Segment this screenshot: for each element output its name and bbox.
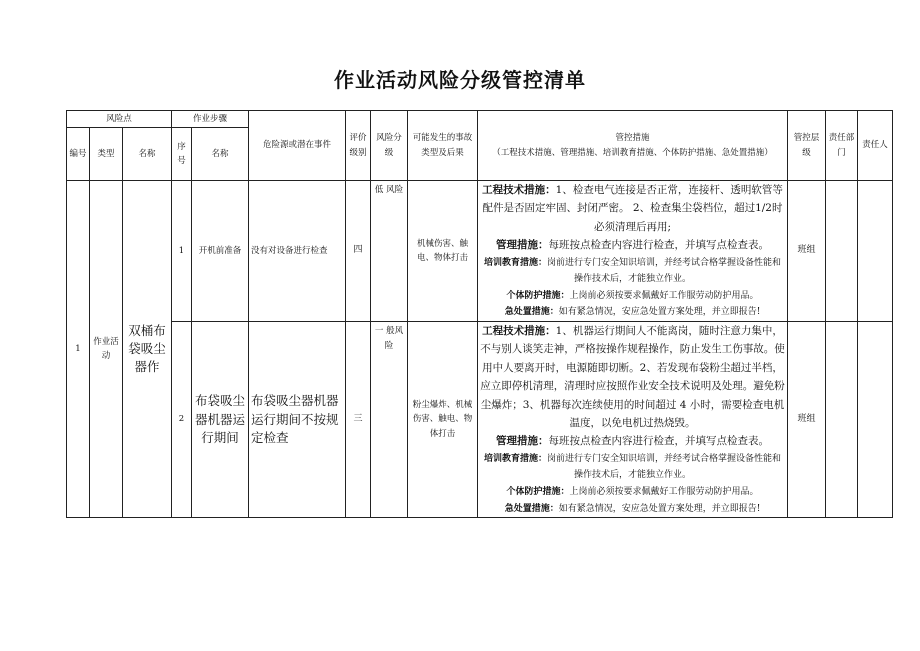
measure-engineering: 工程技术措施：1、机器运行期间人不能离岗，随时注意力集中，不与别人谈笑走神，严格按操作规程操作，防止发生工伤事故。使用中人要离开时，电源随即切断。2、若发现布袋粉尘超过半档，应立即停机清理，清理时应按照作业安全技术说明及处理。避免粉尘爆炸；3、机器每次连续使用的时间超过 4 小时，需要检查电机温度，以免电机过热烧毁。 xyxy=(480,325,785,429)
row-control-level: 班组 xyxy=(788,322,826,518)
header-accident-type: 可能发生的事故类型及后果 xyxy=(408,111,478,181)
measure-management: 管理措施：每班按点检查内容进行检查，并填写点检查表。 xyxy=(496,239,770,252)
row-step: 布袋吸尘器机器运行期间 xyxy=(192,322,249,518)
measure-management: 管理措施：每班按点检查内容进行检查，并填写点检查表。 xyxy=(496,435,770,448)
header-seq: 序号 xyxy=(172,128,192,181)
header-hazard: 危险源或潜在事件 xyxy=(249,111,346,181)
group-name: 双桶布袋吸尘器作 xyxy=(123,181,172,518)
row-risk-level: 一 般风险 xyxy=(371,322,408,518)
measure-training: 培训教育措施：岗前进行专门安全知识培训，并经考试合格掌握设备性能和操作技术后，才能独立作业。 xyxy=(484,453,782,481)
measure-emergency: 急处置措施：如有紧急情况，安应急处置方案处理，并立即报告! xyxy=(504,503,761,514)
row-step: 开机前准备 xyxy=(192,181,249,322)
header-no: 编号 xyxy=(67,128,90,181)
page-title: 作业活动风险分级管控清单 xyxy=(334,68,586,92)
row-risk-level: 低 风险 xyxy=(371,181,408,322)
header-row-1 xyxy=(67,111,893,128)
row-person xyxy=(858,322,893,518)
header-person: 责任人 xyxy=(858,111,893,181)
row-seq: 1 xyxy=(172,181,192,322)
row-department xyxy=(826,322,858,518)
group-type: 作业活动 xyxy=(90,181,123,518)
row-person xyxy=(858,181,893,322)
risk-control-table xyxy=(66,110,893,518)
header-risk-level: 风险分级 xyxy=(371,111,408,181)
header-evaluation-level: 评价级别 xyxy=(346,111,371,181)
table-row xyxy=(67,322,893,518)
header-control-level: 管控层级 xyxy=(788,111,826,181)
table-row xyxy=(67,181,893,322)
group-no: 1 xyxy=(67,181,90,518)
header-department: 责任部门 xyxy=(826,111,858,181)
header-name: 名称 xyxy=(123,128,172,181)
measure-protection: 个体防护措施：上岗前必须按要求佩戴好工作服劳动防护用品。 xyxy=(506,486,759,497)
row-hazard: 没有对设备进行检查 xyxy=(249,181,346,322)
measure-protection: 个体防护措施：上岗前必须按要求佩戴好工作服劳动防护用品。 xyxy=(506,290,759,301)
row-control-level: 班组 xyxy=(788,181,826,322)
row-measures xyxy=(478,322,788,518)
row-hazard: 布袋吸尘器机器运行期间不按规定检查 xyxy=(249,322,346,518)
row-evaluation: 四 xyxy=(346,181,371,322)
header-control-measures xyxy=(478,111,788,181)
measure-training: 培训教育措施：岗前进行专门安全知识培训，并经考试合格掌握设备性能和操作技术后，才能独立作业。 xyxy=(484,257,782,285)
measure-engineering: 工程技术措施：1、检查电气连接是否正常，连接杆、透明软管等配件是否固定牢固、封闭严密。 2、检查集尘袋档位，超过1/2时必须清理后再用; xyxy=(482,184,783,233)
header-work-steps: 作业步骤 xyxy=(172,111,249,128)
measures-header-title: 管控措施 xyxy=(615,133,650,144)
row-department xyxy=(826,181,858,322)
row-seq: 2 xyxy=(172,322,192,518)
row-accident: 机械伤害、触电、物体打击 xyxy=(408,181,478,322)
measures-header-subtitle: （工程技术措施、管理措施、培训教育措施、个体防护措施、急处置措施） xyxy=(492,147,773,158)
row-evaluation: 三 xyxy=(346,322,371,518)
header-step-name: 名称 xyxy=(192,128,249,181)
header-type: 类型 xyxy=(90,128,123,181)
row-accident: 粉尘爆炸、机械伤害、触电、物体打击 xyxy=(408,322,478,518)
measure-emergency: 急处置措施：如有紧急情况，安应急处置方案处理，并立即报告! xyxy=(504,307,761,318)
header-risk-point: 风险点 xyxy=(67,111,172,128)
row-measures xyxy=(478,181,788,322)
